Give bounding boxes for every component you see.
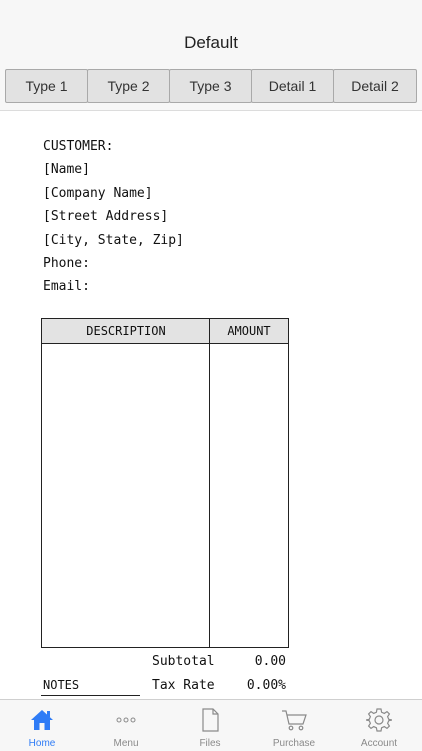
invoice-document (0, 111, 422, 699)
tab-type-1[interactable]: Type 1 (5, 69, 88, 103)
customer-email: Email: (43, 279, 90, 295)
customer-block (43, 135, 184, 299)
cart-icon (279, 705, 309, 735)
customer-heading: CUSTOMER: (43, 139, 114, 154)
nav-header (0, 0, 422, 64)
nav-purchase-label: Purchase (272, 738, 316, 749)
notes-label: NOTES (43, 678, 80, 692)
customer-street: [Street Address] (43, 209, 169, 225)
segment-tabs (0, 64, 422, 111)
amount-header: AMOUNT (227, 324, 271, 338)
nav-files[interactable] (168, 700, 252, 751)
subtotal-value: 0.00 (254, 654, 286, 669)
nav-home[interactable] (0, 700, 84, 751)
bottom-tab-bar (0, 699, 422, 751)
tax-rate-label: Tax Rate (152, 678, 215, 693)
nav-files-label: Files (199, 738, 221, 749)
description-header: DESCRIPTION (86, 324, 166, 338)
customer-phone: Phone: (43, 255, 90, 271)
tab-type-2[interactable]: Type 2 (87, 69, 170, 103)
home-icon (27, 705, 57, 735)
tax-rate-value: 0.00% (246, 678, 286, 693)
nav-menu[interactable] (84, 700, 168, 751)
line-items-table (41, 318, 289, 648)
more-dots-icon (111, 705, 141, 735)
gear-icon (364, 705, 394, 735)
customer-city: [City, State, Zip] (43, 232, 184, 248)
subtotal-label: Subtotal (152, 654, 215, 669)
tab-type-3[interactable]: Type 3 (169, 69, 252, 103)
nav-account-label: Account (360, 738, 398, 749)
page-title: Default (184, 33, 238, 52)
tab-detail-1[interactable]: Detail 1 (251, 69, 334, 103)
nav-account[interactable] (336, 700, 422, 751)
nav-menu-label: Menu (113, 738, 139, 749)
tab-detail-2[interactable]: Detail 2 (333, 69, 417, 103)
nav-home-label: Home (28, 738, 56, 749)
table-header (42, 319, 288, 344)
customer-company: [Company Name] (43, 185, 153, 201)
nav-purchase[interactable] (252, 700, 336, 751)
file-icon (195, 705, 225, 735)
column-divider (209, 319, 210, 647)
customer-name: [Name] (43, 162, 90, 178)
notes-underline (41, 695, 140, 696)
